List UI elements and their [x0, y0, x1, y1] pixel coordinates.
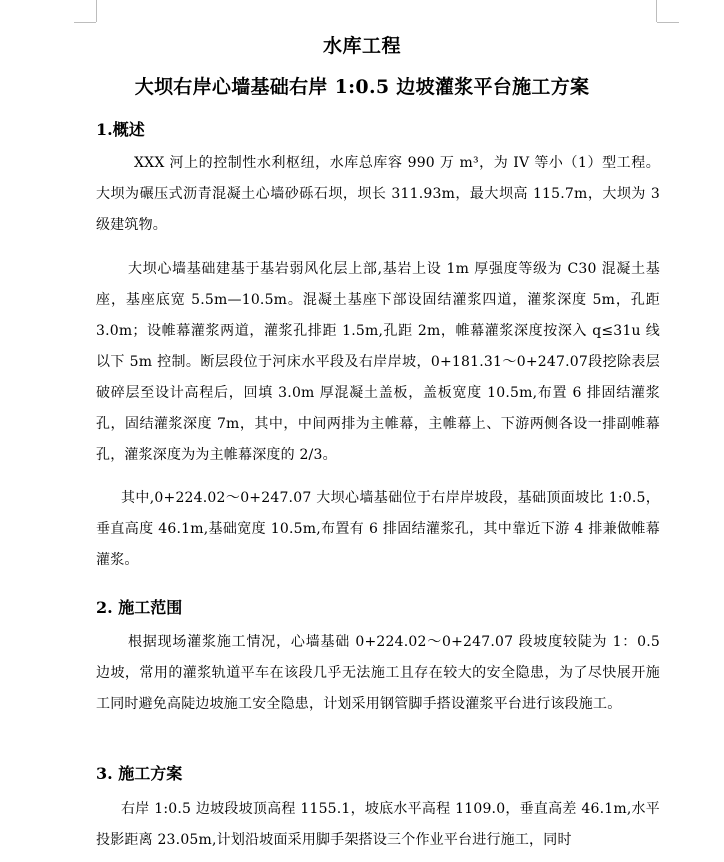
paragraph-overview-3: 其中,0+224.02～0+247.07 大坝心墙基础位于右岸岸坡段，基础顶面坡比 1:0.5，垂直高度 46.1m,基础宽度 10.5m,布置有 6 排固结灌浆孔，其中靠近下游 4 排兼做帷幕灌浆。: [96, 490, 660, 568]
document-title: 水库工程: [322, 35, 401, 57]
crop-mark-top-right-vertical: [656, 0, 657, 22]
paragraph-scope-1: 根据现场灌浆施工情况，心墙基础 0+224.02～0+247.07 段坡度较陡为 1：0.5 边坡，常用的灌浆轨道平车在该段几乎无法施工且存在较大的安全隐患，为了尽快展开施工同时避免高陡边坡施工安全隐患，计划采用钢管脚手搭设灌浆平台进行该段施工。: [96, 634, 660, 712]
crop-mark-top-left-vertical: [96, 0, 97, 22]
crop-mark-top-right-horizontal: [657, 22, 679, 23]
section-heading-plan: 3. 施工方案: [96, 764, 183, 783]
paragraph-plan-1: 右岸 1:0.5 边坡段坡顶高程 1155.1，坡底水平高程 1109.0，垂直高差 46.1m,水平投影距离 23.05m,计划沿坡面采用脚手架搭设三个作业平台进行施工，同时: [96, 801, 660, 848]
section-heading-scope: 2. 施工范围: [96, 598, 183, 617]
paragraph-overview-1: XXX 河上的控制性水利枢纽，水库总库容 990 万 m³，为 IV 等小（1）型工程。大坝为碾压式沥青混凝土心墙砂砾石坝，坝长 311.93m，最大坝高 115.7m，大坝为 3 级建筑物。: [96, 155, 660, 233]
crop-mark-top-left-horizontal: [74, 22, 96, 23]
paragraph-overview-2: 大坝心墙基础建基于基岩弱风化层上部,基岩上设 1m 厚强度等级为 C30 混凝土基座，基座底宽 5.5m—10.5m。混凝土基座下部设固结灌浆四道，灌浆深度 5m，孔距 3.0m；设帷幕灌浆两道，灌浆孔排距 1.5m,孔距 2m，帷幕灌浆深度按深入 q≤31u 线以下 5m 控制。断层段位于河床水平段及右岸岸坡，0+181.31～0+247.07段挖除表层破碎层至设计高程后，回填 3.0m 厚混凝土盖板，盖板宽度 10.5m,布置 6 排固结灌浆孔，固结灌浆深度 7m，其中，中间两排为主帷幕，主帷幕上、下游两侧各设一排副帷幕孔，灌浆深度为为主帷幕深度的 2/3。: [96, 261, 660, 463]
document-subtitle: 大坝右岸心墙基础右岸 1:0.5 边坡灌浆平台施工方案: [134, 76, 590, 98]
section-heading-overview: 1.概述: [96, 120, 145, 139]
